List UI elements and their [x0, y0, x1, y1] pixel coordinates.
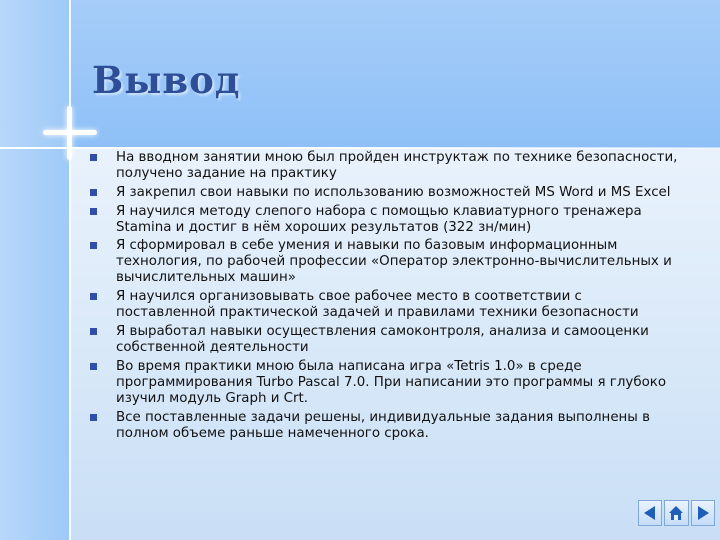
bullet-item [88, 238, 678, 286]
bullet-text: Во время практики мною была написана игра «Tetris 1.0» в среде программирования Turbo Pascal 7.0. При написании это программы я глубоко изучил модуль Graph и Crt. [116, 358, 667, 406]
bullet-item [88, 410, 678, 442]
arrow-left-icon [641, 504, 659, 522]
bullet-list [88, 150, 678, 444]
bullet-text: Все поставленные задачи решены, индивидуальные задания выполнены в полном объеме раньше намеченного срока. [116, 409, 651, 441]
home-button[interactable] [664, 500, 688, 526]
bullet-marker-icon [90, 414, 97, 421]
bullet-marker-icon [90, 208, 97, 215]
sparkle-decoration [69, 132, 70, 133]
bullet-item [88, 150, 678, 182]
home-icon [667, 504, 685, 522]
bullet-marker-icon [90, 154, 97, 161]
bullet-text: На вводном занятии мною был пройден инструктаж по технике безопасности, получено задание на практику [116, 150, 678, 181]
bullet-text: Я закрепил свои навыки по использованию возможностей MS Word и MS Excel [116, 184, 671, 200]
horizontal-divider [0, 147, 720, 149]
bullet-item [88, 324, 678, 356]
bullet-marker-icon [90, 328, 97, 335]
bullet-text: Я сформировал в себе умения и навыки по базовым информационным технология, по рабочей профессии «Оператор электронно-вычислительных и вычислительных машин» [116, 238, 672, 286]
bullet-text: Я научился организовывать свое рабочее место в соответствии с поставленной практической задачей и правилами техники безопасности [116, 289, 639, 321]
bullet-marker-icon [90, 242, 97, 249]
arrow-right-icon [694, 504, 712, 522]
bullet-marker-icon [90, 189, 97, 196]
bullet-item [88, 359, 678, 407]
previous-slide-button[interactable] [638, 500, 662, 526]
bullet-item [88, 185, 678, 201]
bullet-item [88, 289, 678, 321]
vertical-divider [69, 0, 71, 540]
navigation-bar [638, 500, 717, 528]
next-slide-button[interactable] [691, 500, 715, 526]
bullet-text: Я выработал навыки осуществления самоконтроля, анализа и самооценки собственной деятельности [116, 323, 649, 355]
slide-title: Вывод [92, 58, 241, 102]
bullet-item [88, 204, 678, 236]
bullet-marker-icon [90, 363, 97, 370]
left-band [0, 0, 70, 540]
bullet-text: Я научился методу слепого набора с помощью клавиатурного тренажера Stamina и достиг в нём хороших результатов (322 зн/мин) [116, 203, 642, 235]
bullet-marker-icon [90, 293, 97, 300]
